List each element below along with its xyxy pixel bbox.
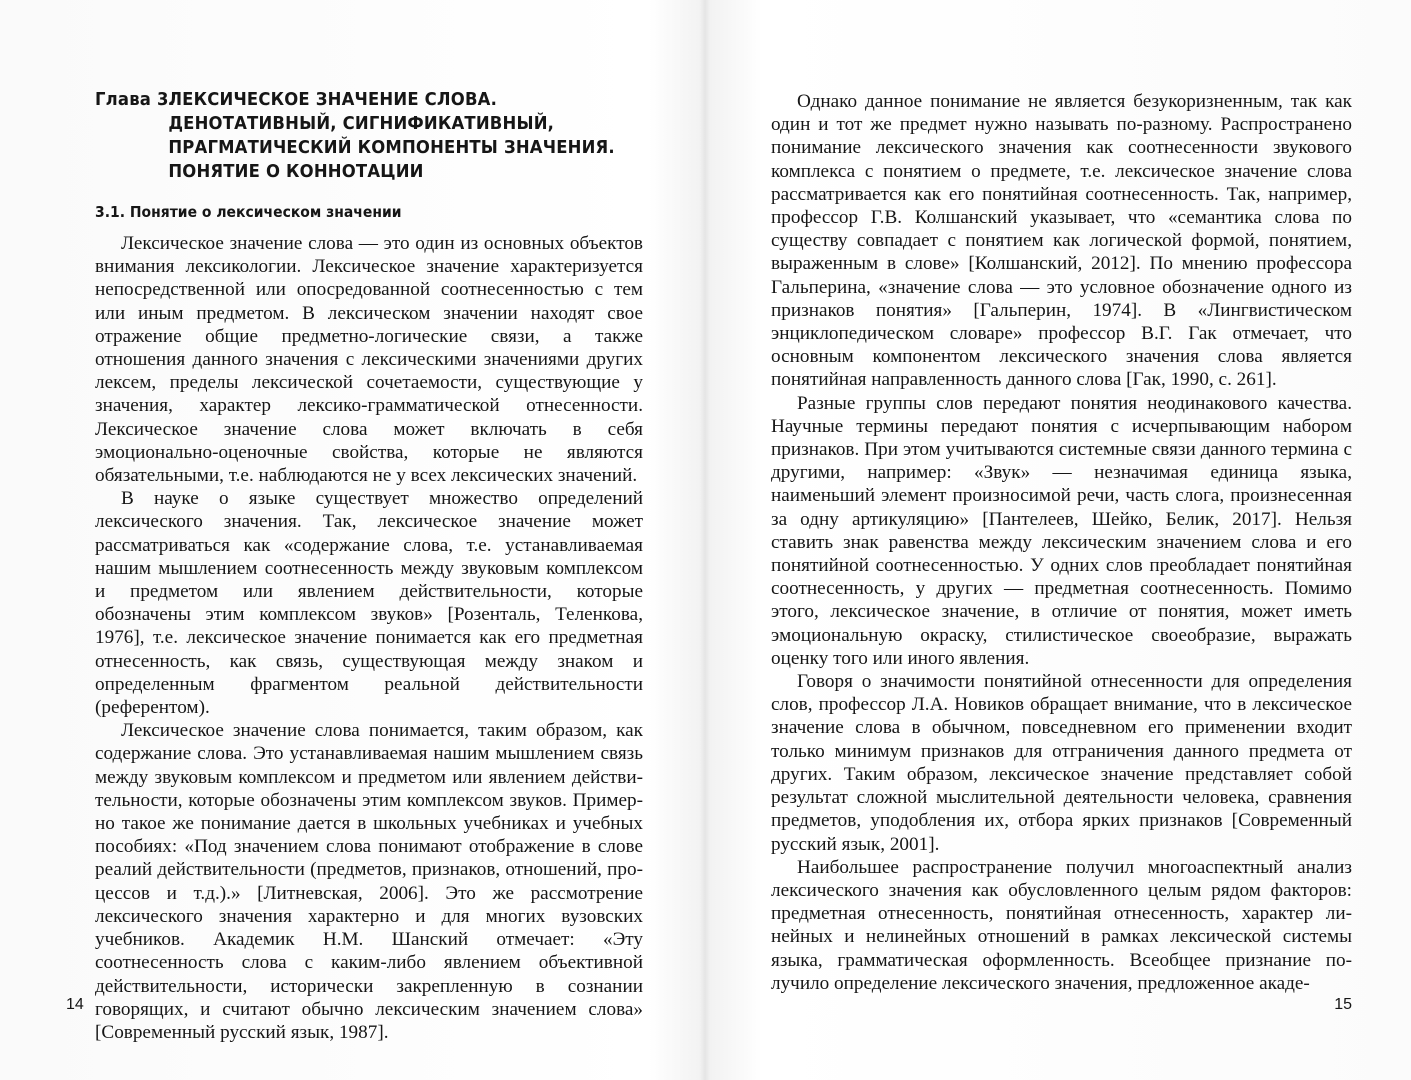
right-page [705, 0, 1411, 1080]
page-number-left: 14 [66, 996, 84, 1013]
section-title: 3.1. Понятие о лексическом значении [95, 203, 402, 221]
chapter-heading [95, 88, 621, 184]
right-page-body [771, 90, 1352, 995]
paragraph: Разные группы слов передают понятия неодинакового качества. Научные термины передают понятия с исчерпывающим набором признаков. При этом учитываются системные связи данного термина с другими, например: «Звук» — незначимая единица языка, наименьший элемент произносимой речи, часть слога, произнесенная за одну артикуляцию» [Пантелеев, Шейко, Белик, 2017]. Нельзя ставить знак равенства между лексическим значением слова и его понятийной соотнесенностью. У одних слов преобладает понятийная соотнесенность, у других — предметная соотнесенность. Помимо этого, лексическое значение, в отличие от понятия, может иметь эмоциональную окраску, стилистическое своеобразие, выражать оценку того или иного явления. [771, 392, 1352, 669]
paragraph: Говоря о значимости понятийной отнесенности для определения слов, профессор Л.А. Новиков обращает внимание, что в лексическое значение слова в обычном, повседневном его применении входит только минимум признаков для отграничения данного предмета от других. Таким образом, лексическое значение представляет собой результат сложной мыслительной деятельности человека, сравнения предметов, уподобления их, отбора ярких признаков [Современный русский язык, 2001]. [771, 671, 1352, 855]
paragraph: Лексическое значение слова — это один из основных объектов внимания лексикологии. Лексическое значение характеризуется непосредственной или опосредованной соотнесенностью с тем или иным предметом. В лексическом значении находят свое отражение общие предметно-логические связи, а также отношения данного значения с лексическими значениями других лексем, пределы лексической сочетаемости, существующие у значения, характер лексико-грамматической отнесенности. Лексическое значение слова может включать в себя эмоционально-оценочные свойства, которые не являются обязательными, т.е. наблюдаются не у всех лексических значений. [95, 233, 643, 487]
chapter-label: Глава 3. [95, 90, 176, 110]
paragraph: Наибольшее распространение получил многоаспектный анализ лексического значения как обусловленного целым рядом факторов: предметная отнесенность, понятийная отнесенность, характер линейных и нелинейных отношений в рамках лексической системы языка, грамматическая оформленность. Всеобщее признание получило определение лексического значения, предложенное акаде- [771, 856, 1352, 994]
left-page [0, 0, 705, 1080]
paragraph: Лексическое значение слова понимается, таким образом, как содержание слова. Это устанавливаемая нашим мышлением связь между звуковым комплексом и предметом или явлением действительности, которые обозначены этим комплексом звуков. Примерно такое же понимание дается в школьных учебниках и учебных пособиях: «Под значением слова понимают отображение в слове реалий действительности (предметов, признаков, отношений, процессов и т.д.).» [Литневская, 2006]. Это же рассмотрение лексического значения характерно и для многих вузовских учебников. Академик Н.М. Шанский отмечает: «Эту соотнесенность слова с каким-либо явлением объективной действительности, исторически закрепленную в сознании говорящих, и считают обычно лексическим значением слова» [Современный русский язык, 1987]. [95, 720, 643, 1043]
chapter-title: ЛЕКСИЧЕСКОЕ ЗНАЧЕНИЕ СЛОВА. ДЕНОТАТИВНЫЙ, СИГНИФИКАТИВНЫЙ, ПРАГМАТИЧЕСКИЙ КОМПОНЕНТЫ ЗНАЧЕНИЯ. ПОНЯТИЕ О КОННОТАЦИИ [168, 90, 615, 182]
page-number-right: 15 [1334, 996, 1352, 1013]
paragraph: В науке о языке существует множество определений лексического значения. Так, лексическое значение может рассматриваться как «содержание слова, т.е. устанавливаемая нашим мышлением соотнесенность между звуковым комплексом и предметом или явлением действительности, которые обозначены этим комплексом звуков» [Розенталь, Теленкова, 1976], т.е. лексическое значение понимается как его предметная отнесенность, как связь, существующая между знаком и определенным фрагментом реальной действительности (референтом). [95, 488, 643, 719]
left-page-body [95, 232, 643, 1044]
paragraph: Однако данное понимание не является безукоризненным, так как один и тот же предмет нужно называть по-разному. Распространено понимание лексического значения как соотнесенности звукового комплекса с понятием о предмете, т.е. лексическое значение слова рассматривается как его понятийная соотнесенность. Так, например, профессор Г.В. Колшанский указывает, что «семантика слова по существу совпадает с понятием как логической формой, понятием, выраженным в слове» [Колшанский, 2012]. По мнению профессора Гальперина, «значение слова — это условное обозначение одного из признаков понятия» [Гальперин, 1974]. В «Лингвистическом энциклопедическом словаре» профессор В.Г. Гак отмечает, что основным компонентом лексического значения слова является понятийная направленность данного слова [Гак, 1990, с. 261]. [771, 91, 1352, 391]
